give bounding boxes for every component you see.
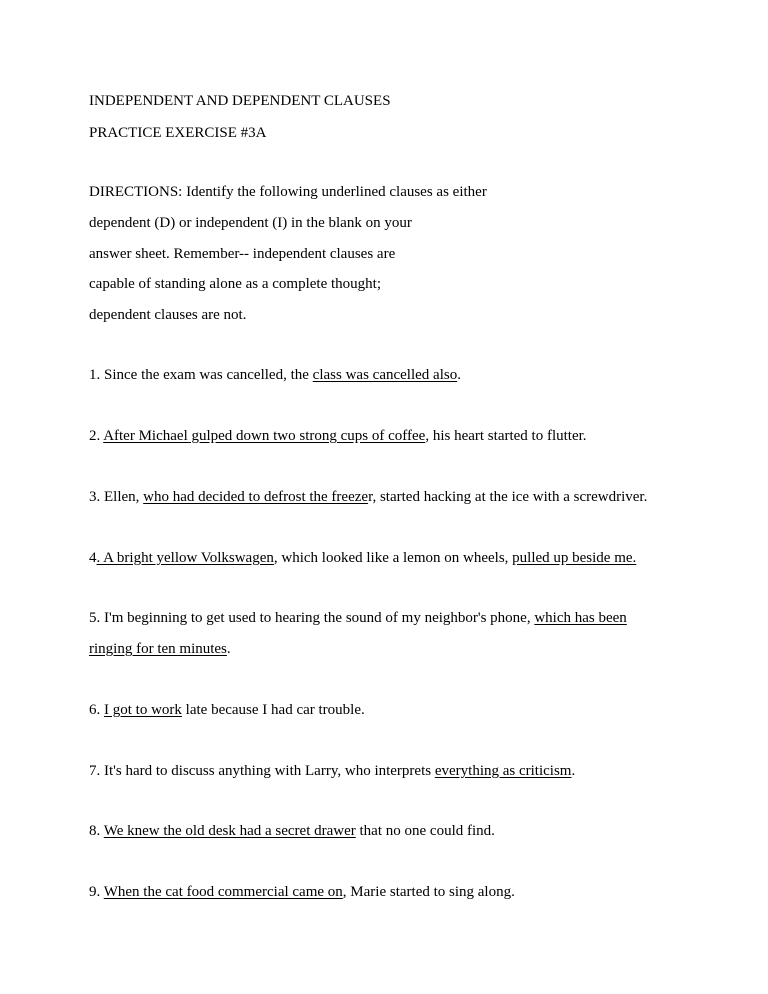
underlined-clause: When the cat food commercial came on	[103, 884, 343, 900]
exercise-item-4: 4. A bright yellow Volkswagen, which looked like a lemon on wheels, pulled up beside me.	[89, 550, 637, 566]
underlined-clause: . A bright yellow Volkswagen	[96, 550, 274, 566]
directions-line: capable of standing alone as a complete thought;	[89, 276, 381, 292]
document-subtitle: PRACTICE EXERCISE #3A	[89, 125, 267, 141]
exercise-item-1: 1. Since the exam was cancelled, the class was cancelled also.	[89, 367, 461, 383]
underlined-clause: We knew the old desk had a secret drawer	[103, 823, 356, 839]
underlined-clause: pulled up beside me.	[512, 550, 637, 566]
underlined-clause: After Michael gulped down two strong cups of coffee	[103, 428, 426, 444]
exercise-item-8: 8. We knew the old desk had a secret drawer that no one could find.	[89, 823, 495, 839]
exercise-item-9: 9. When the cat food commercial came on, Marie started to sing along.	[89, 884, 515, 900]
exercise-item-7: 7. It's hard to discuss anything with Larry, who interprets everything as criticism.	[89, 763, 576, 779]
exercise-item-6: 6. I got to work late because I had car trouble.	[89, 702, 365, 718]
underlined-clause: who had decided to defrost the freeze	[143, 489, 369, 505]
underlined-clause: everything as criticism	[434, 763, 572, 779]
underlined-clause: ringing for ten minutes	[89, 641, 227, 657]
exercise-item-5-continued: ringing for ten minutes.	[89, 641, 231, 657]
exercise-item-5: 5. I'm beginning to get used to hearing the sound of my neighbor's phone, which has been	[89, 610, 627, 626]
underlined-clause: which has been	[534, 610, 627, 626]
underlined-clause: class was cancelled also	[312, 367, 458, 383]
document-title: INDEPENDENT AND DEPENDENT CLAUSES	[89, 93, 391, 109]
exercise-item-3: 3. Ellen, who had decided to defrost the freezer, started hacking at the ice with a screwdriver.	[89, 489, 648, 505]
directions-line: dependent (D) or independent (I) in the blank on your	[89, 215, 412, 231]
directions-line: answer sheet. Remember-- independent clauses are	[89, 246, 396, 262]
exercise-item-2: 2. After Michael gulped down two strong cups of coffee, his heart started to flutter.	[89, 428, 587, 444]
directions-line: dependent clauses are not.	[89, 307, 247, 323]
underlined-clause: I got to work	[104, 702, 182, 718]
directions-line: DIRECTIONS: Identify the following underlined clauses as either	[89, 184, 487, 200]
